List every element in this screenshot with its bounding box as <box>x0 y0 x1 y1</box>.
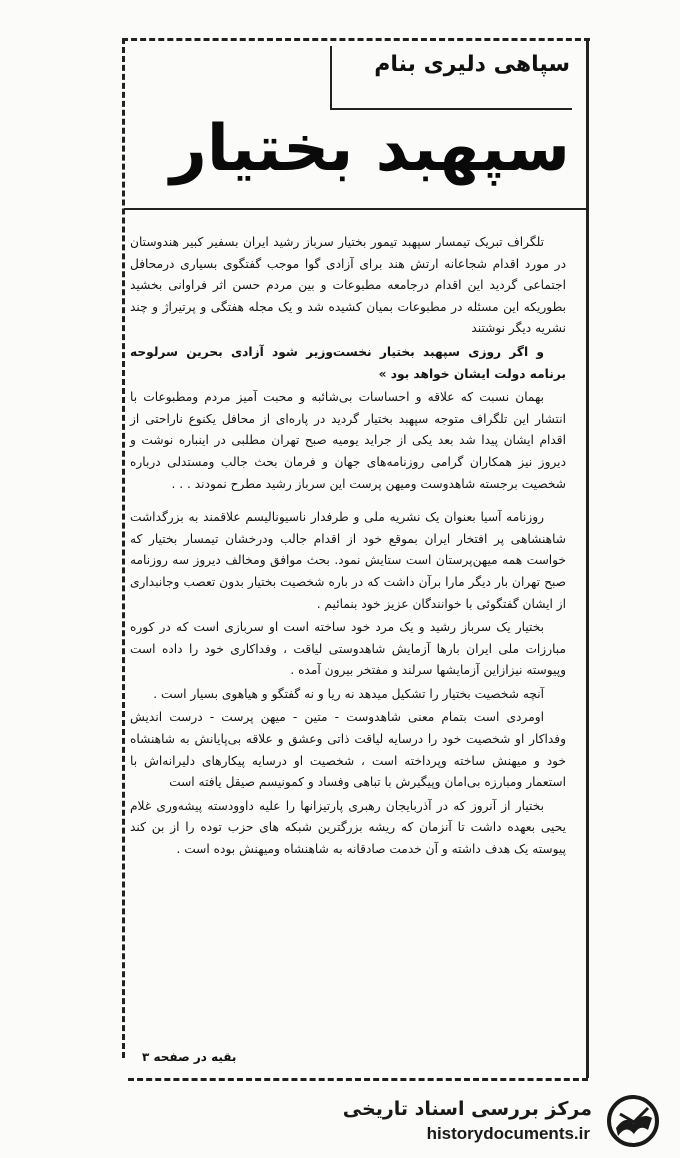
paragraph-2-bold-quote: و اگر روزی سپهبد بختیار نخست‌وزیر شود آزادی بحرین سرلوحه برنامه دولت ایشان خواهد بود » <box>130 344 566 381</box>
frame-top-border <box>122 38 590 41</box>
article-kicker: سپاهی دلیری بنام <box>374 52 570 77</box>
frame-right-border <box>586 38 589 1078</box>
paragraph-1: تلگراف تبریک تیمسار سپهبد تیمور بختیار سرباز رشید ایران بسفیر کبیر هندوستان در مورد اقدام شجاعانه ارتش هند برای آزادی گوا موجب گفتگوی بسیاری درمحافل اجتماعی گردید این اقدام درجامعه مطبوعات و بین مردم حسن اثر فراوانی بخشید بطوریکه این مسئله در مطبوعات بمیان کشیده شد و یک مجله هفتگی و پرتیراژ و چند نشریه دیگر نوشتند <box>130 235 566 336</box>
paragraph-5: بختیار یک سرباز رشید و یک مرد خود ساخته است او سربازی است که در کوره مبارزات ملی ایران بارها آزمایش شاهدوستی لیاقت ، وفداکاری خود را داده است وپیوسته نیزازاین آزمایشها سرلند و مفتخر بیرون آمده . <box>130 620 566 678</box>
paragraph-4: روزنامه آسیا بعنوان یک نشریه ملی و طرفدار ناسیونالیسم علاقمند به بزرگداشت شاهنشاهی پر افتخار ایران بموقع خود از اقدام جالب ودرخشان تیمسار بختیار که خواست همه میهن‌پرستان است ستایش نمود. بحث موافق ومخالف دیروز سه روزنامه صبح تهران بار دیگر مارا برآن داشت که در باره شخصیت بختیار بدون تعصب وجانبداری از ایشان گفتگوئی با خوانندگان عزیز خود بنمائیم . <box>130 510 566 611</box>
open-book-logo-icon <box>604 1094 662 1148</box>
archive-watermark <box>342 1090 670 1150</box>
watermark-url: historydocuments.ir <box>426 1124 590 1143</box>
paragraph-3: بهمان نسبت که علاقه و احساسات بی‌شائبه و محبت آمیز مردم ومطبوعات با انتشار این تلگراف متوجه سپهبد بختیار گردید در پاره‌ای از محافل یکنوع ناراحتی از اقدام ایشان پیدا شد بعد یکی از جراید یومیه صبح تهران مطلبی در اینباره نوشت و دیروز نیز همکاران گرامی روزنامه‌های جهان و فرمان بحث جالب ومستدلی درباره شخصیت برجسته شاهدوست ومیهن پرست این سرباز رشید مطرح نمودند . . . <box>130 390 566 491</box>
article-headline: سپهبد بختیار <box>170 112 570 186</box>
frame-bottom-border <box>128 1078 588 1081</box>
article-body <box>130 232 566 863</box>
paragraph-8: بختیار از آنروز که در آذربایجان رهبری پارتیزانها را علیه داوودسته پیشه‌وری غلام یحیی بعهده داشت تا آنزمان که ریشه بزرگترین شبکه های حزب توده را از بن کند پیوسته یک هدف داشته و آن خدمت صادقانه به شاهنشاه ومیهنش بوده است . <box>130 798 566 857</box>
continued-on-page-note: بقیه در صفحه ۳ <box>142 1050 237 1064</box>
paragraph-6: آنچه شخصیت بختیار را تشکیل میدهد نه ریا و نه گفتگو و هیاهوی بسیار است . <box>153 686 544 701</box>
paragraph-7: اومردی است بتمام معنی شاهدوست - متین - میهن پرست - درست اندیش وفداکار او شخصیت خود را درسایه لیاقت ذاتی وعشق و علاقه بی‌پایانش به شاهنشاه خود و میهنش ساخته وپرداخته است ، شخصیت او درسایه پیکارهای دلیرانه‌اش با استعمار ومبارزه بی‌امان وپیگیرش با تباهی وفساد و کمونیسم صیقل یافته است <box>130 710 566 790</box>
watermark-title: مرکز بررسی اسناد تاریخی <box>342 1098 592 1120</box>
frame-left-border <box>122 38 125 1058</box>
headline-divider <box>124 208 588 210</box>
